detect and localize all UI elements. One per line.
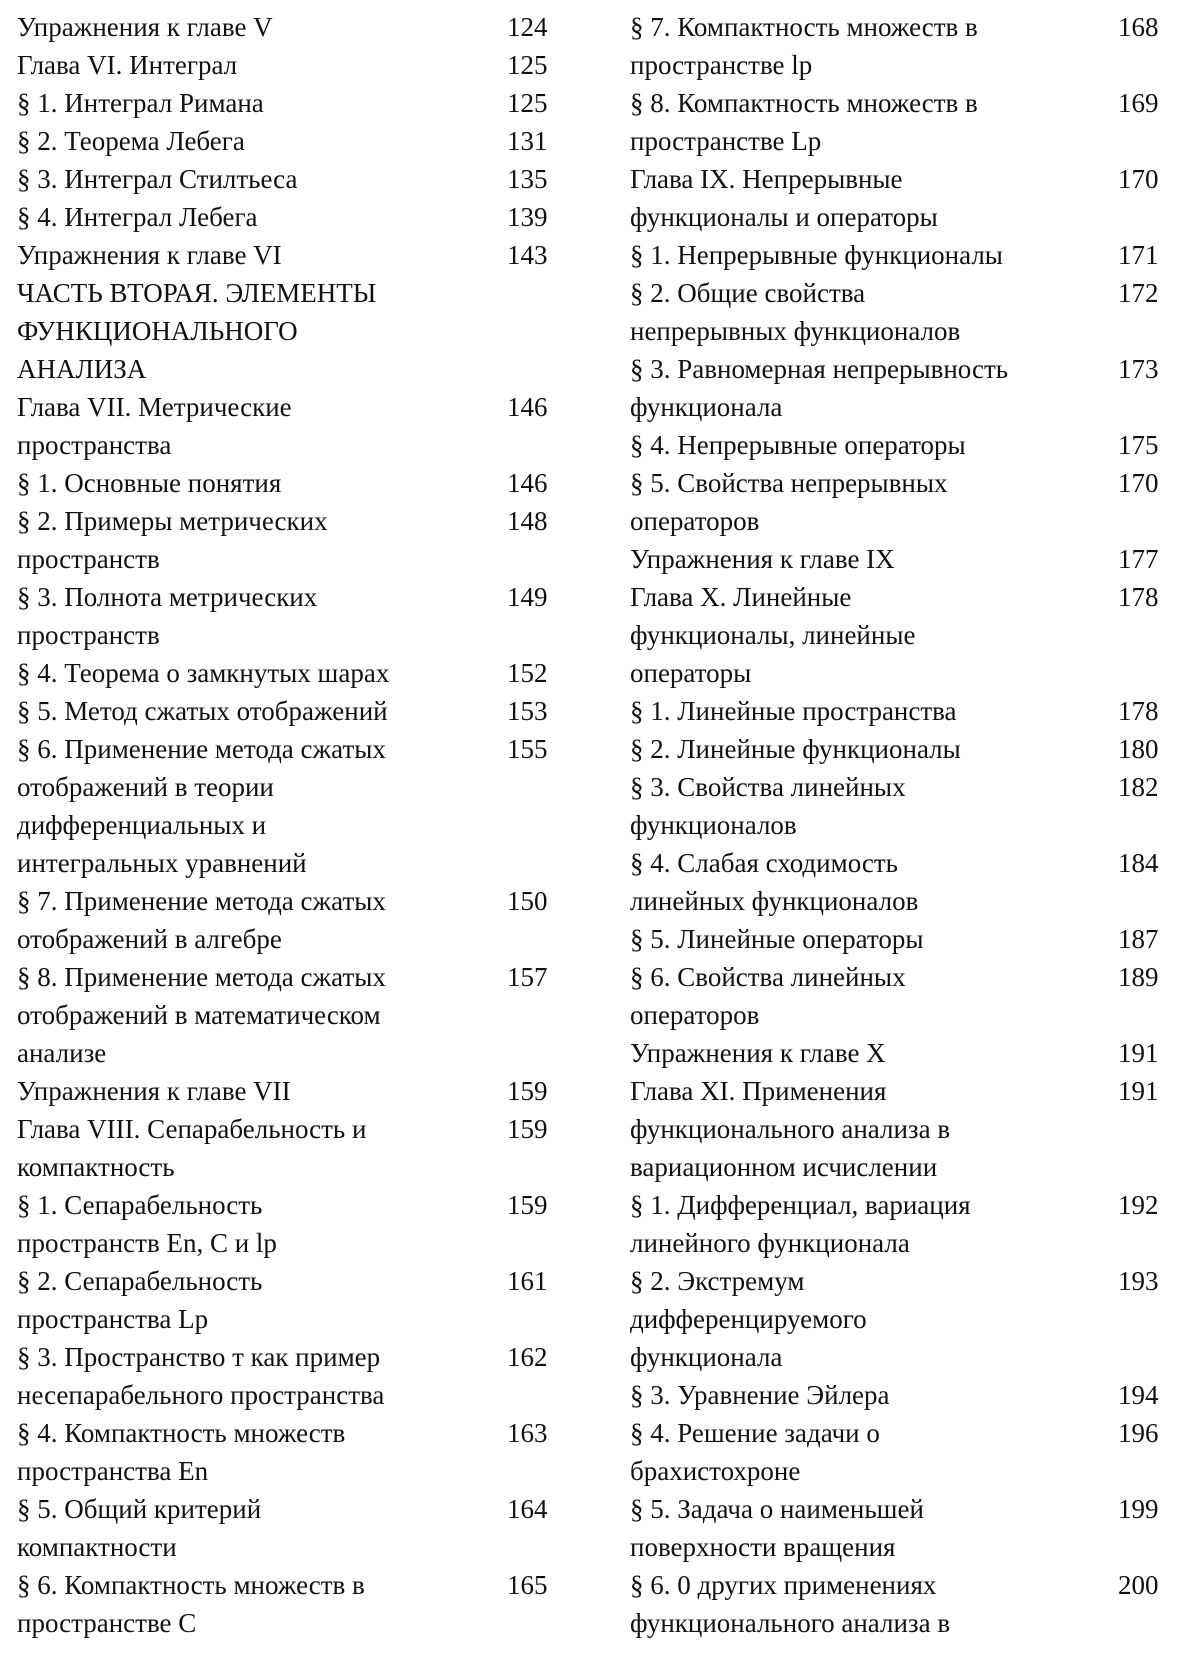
toc-entry [630,274,1178,350]
toc-entry [17,502,562,578]
toc-entry-page-number: 159 [507,1190,548,1220]
toc-entry-page-number: 192 [1118,1190,1159,1220]
toc-right-column [630,8,1178,1642]
toc-entry-page-number: 143 [507,240,548,270]
toc-entry-title: § 8. Компактность множеств в пространстве Lp [630,88,978,156]
toc-entry [630,1414,1178,1490]
toc-entry-title: § 4. Интеграл Лебега [17,202,258,232]
toc-entry-title: Упражнения к главе X [630,1038,886,1068]
toc-entry [17,654,562,692]
toc-entry-title: § 3. Полнота метрических пространств [17,582,318,650]
toc-entry-title: § 6. Свойства линейных операторов [630,962,906,1030]
toc-entry-title: § 5. Метод сжатых отображений [17,696,388,726]
toc-entry-page-number: 189 [1118,962,1159,992]
toc-entry [17,958,562,1072]
toc-entry-page-number: 159 [507,1076,548,1106]
toc-entry [630,958,1178,1034]
toc-entry-page-number: 162 [507,1342,548,1372]
toc-entry-title: § 1. Линейные пространства [630,696,957,726]
toc-entry-title: § 3. Интеграл Стилтьеса [17,164,298,194]
toc-entry [17,388,562,464]
toc-entry-page-number: 149 [507,582,548,612]
toc-entry-page-number: 191 [1118,1038,1159,1068]
toc-entry-title: § 1. Непрерывные функционалы [630,240,1003,270]
toc-entry-page-number: 125 [507,50,548,80]
toc-entry-page-number: 177 [1118,544,1159,574]
toc-entry [17,1072,562,1110]
toc-entry [630,236,1178,274]
toc-entry-page-number: 178 [1118,696,1159,726]
toc-entry-page-number: 153 [507,696,548,726]
toc-entry [630,1376,1178,1414]
toc-entry-title: § 2. Примеры метрических пространств [17,506,328,574]
toc-entry-title: § 7. Компактность множеств в пространстве lp [630,12,978,80]
toc-entry-title: § 2. Общие свойства непрерывных функционалов [630,278,961,346]
toc-entry [630,730,1178,768]
toc-entry-title: § 2. Теорема Лебега [17,126,245,156]
toc-entry-page-number: 157 [507,962,548,992]
toc-entry-page-number: 150 [507,886,548,916]
toc-entry-page-number: 184 [1118,848,1159,878]
toc-entry-page-number: 148 [507,506,548,536]
toc-entry-page-number: 159 [507,1114,548,1144]
toc-entry-title: § 6. Компактность множеств в пространстве С [17,1570,365,1638]
toc-entry-page-number: 199 [1118,1494,1159,1524]
toc-entry-page-number: 165 [507,1570,548,1600]
toc-entry-title: § 3. Уравнение Эйлера [630,1380,890,1410]
toc-entry [17,1414,562,1490]
toc-entry-page-number: 200 [1118,1570,1159,1600]
toc-entry [17,8,562,46]
toc-entry [630,1566,1178,1642]
toc-entry-page-number: 170 [1118,164,1159,194]
toc-entry [17,274,562,388]
toc-entry-title: § 1. Интеграл Римана [17,88,264,118]
toc-left-column [17,8,562,1642]
toc-entry-title: Глава IX. Непрерывные функционалы и операторы [630,164,938,232]
toc-entry-title: § 4. Слабая сходимость линейных функционалов [630,848,919,916]
toc-entry [630,350,1178,426]
toc-entry-page-number: 187 [1118,924,1159,954]
toc-entry [630,1262,1178,1376]
toc-entry-title: § 4. Компактность множеств пространства En [17,1418,346,1486]
toc-entry [630,920,1178,958]
toc-entry-page-number: 164 [507,1494,548,1524]
toc-entry-title: Глава VI. Интеграл [17,50,238,80]
toc-entry-page-number: 194 [1118,1380,1159,1410]
toc-entry-page-number: 172 [1118,278,1159,308]
toc-entry-page-number: 155 [507,734,548,764]
toc-entry-page-number: 193 [1118,1266,1159,1296]
toc-entry-title: § 1. Основные понятия [17,468,282,498]
toc-entry-page-number: 168 [1118,12,1159,42]
toc-entry-title: Упражнения к главе V [17,12,273,42]
toc-entry-page-number: 182 [1118,772,1159,802]
toc-entry [17,84,562,122]
toc-entry-page-number: 139 [507,202,548,232]
toc-entry-page-number: 196 [1118,1418,1159,1448]
toc-entry-title: § 4. Теорема о замкнутых шарах [17,658,390,688]
toc-entry-title: Упражнения к главе VI [17,240,282,270]
toc-entry [630,578,1178,692]
toc-entry [630,464,1178,540]
toc-entry [17,692,562,730]
toc-entry-page-number: 125 [507,88,548,118]
toc-entry-title: § 5. Свойства непрерывных операторов [630,468,948,536]
toc-entry [17,464,562,502]
toc-entry-page-number: 146 [507,392,548,422]
toc-entry-title: § 1. Дифференциал, вариация линейного функционала [630,1190,971,1258]
toc-entry-title: Глава X. Линейные функционалы, линейные операторы [630,582,916,688]
toc-entry-page-number: 169 [1118,88,1159,118]
toc-entry [630,8,1178,84]
toc-entry-page-number: 131 [507,126,548,156]
toc-entry [17,1262,562,1338]
toc-entry-title: § 6. Применение метода сжатых отображений в теории дифференциальных и интегральных уравнений [17,734,386,878]
toc-entry-title: § 7. Применение метода сжатых отображений в алгебре [17,886,386,954]
toc-entry-page-number: 161 [507,1266,548,1296]
toc-entry-page-number: 152 [507,658,548,688]
toc-entry-title: § 8. Применение метода сжатых отображений в математическом анализе [17,962,386,1068]
toc-entry [630,692,1178,730]
toc-entry-title: § 5. Задача о наименьшей поверхности вращения [630,1494,924,1562]
toc-entry-page-number: 163 [507,1418,548,1448]
toc-entry [17,122,562,160]
toc-entry-page-number: 180 [1118,734,1159,764]
toc-entry [630,540,1178,578]
toc-entry-title: § 3. Свойства линейных функционалов [630,772,906,840]
toc-entry-page-number: 171 [1118,240,1159,270]
toc-entry [630,160,1178,236]
toc-entry-title: § 2. Линейные функционалы [630,734,961,764]
toc-entry-page-number: 173 [1118,354,1159,384]
toc-entry-title: § 2. Сепарабельность пространства Lp [17,1266,263,1334]
toc-entry-title: § 5. Общий критерий компактности [17,1494,262,1562]
toc-entry-title: § 3. Пространство т как пример несепарабельного пространства [17,1342,385,1410]
toc-entry [630,1034,1178,1072]
toc-entry [17,1566,562,1642]
toc-entry-title: Глава XI. Применения функционального анализа в вариационном исчислении [630,1076,951,1182]
toc-entry [17,198,562,236]
toc-entry-title: § 6. 0 других применениях функционального анализа в [630,1570,951,1638]
toc-entry-title: § 4. Решение задачи о брахистохроне [630,1418,880,1486]
toc-entry-title: § 1. Сепарабельность пространств En, C и lp [17,1190,277,1258]
toc-entry [17,1186,562,1262]
toc-entry [17,578,562,654]
toc-entry [17,1490,562,1566]
toc-entry [630,1490,1178,1566]
toc-entry-page-number: 178 [1118,582,1159,612]
toc-entry [630,1186,1178,1262]
toc-entry-title: Глава VIII. Сепарабельность и компактность [17,1114,367,1182]
toc-entry-title: Упражнения к главе VII [17,1076,291,1106]
toc-entry [17,236,562,274]
toc-entry-page-number: 124 [507,12,548,42]
toc-entry-title: ЧАСТЬ ВТОРАЯ. ЭЛЕМЕНТЫ ФУНКЦИОНАЛЬНОГО АНАЛИЗА [17,278,377,384]
toc-entry-page-number: 170 [1118,468,1159,498]
toc-entry-page-number: 146 [507,468,548,498]
toc-entry-title: Глава VII. Метрические пространства [17,392,292,460]
toc-entry [630,768,1178,844]
toc-entry-page-number: 175 [1118,430,1159,460]
toc-entry-title: § 5. Линейные операторы [630,924,924,954]
toc-entry [17,46,562,84]
toc-entry [630,426,1178,464]
toc-entry [630,844,1178,920]
toc-entry-title: § 4. Непрерывные операторы [630,430,966,460]
toc-entry [17,1338,562,1414]
toc-entry-title: § 3. Равномерная непрерывность функционала [630,354,1009,422]
toc-entry-page-number: 191 [1118,1076,1159,1106]
toc-entry [17,160,562,198]
toc-entry [630,1072,1178,1186]
toc-entry-title: § 2. Экстремум дифференцируемого функционала [630,1266,867,1372]
toc-entry-title: Упражнения к главе IX [630,544,895,574]
toc-entry [17,730,562,882]
toc-entry [17,1110,562,1186]
toc-entry-page-number: 135 [507,164,548,194]
toc-entry [630,84,1178,160]
toc-entry [17,882,562,958]
